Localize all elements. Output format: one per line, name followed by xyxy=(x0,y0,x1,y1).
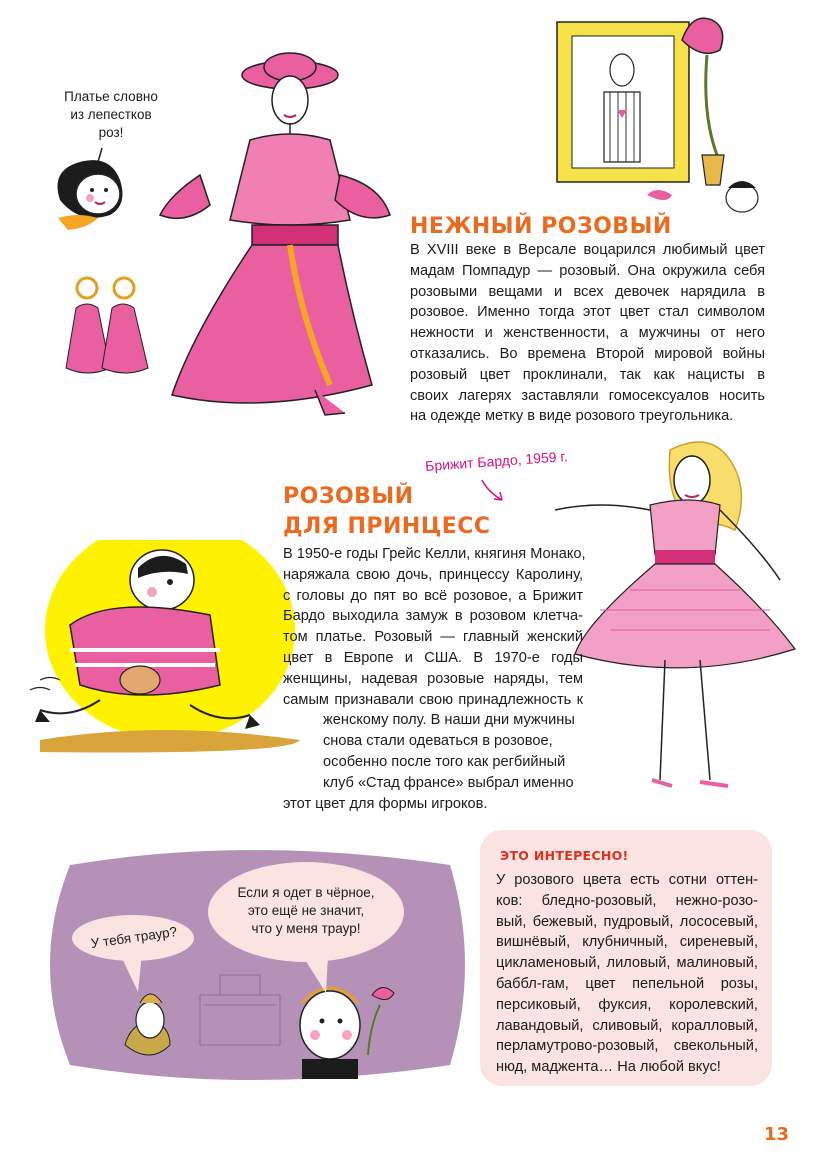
paragraph-line: снова стали одеваться в розовое, xyxy=(323,733,553,750)
paragraph-line: цвет в Европе и США. В 1970-е годы xyxy=(283,649,583,666)
paragraph-line: женщины, надевая розовые наряды, тем xyxy=(283,670,583,687)
paragraph-line: розовый цвет проклинали, так как нацисты в xyxy=(410,366,765,383)
note-line: роз! xyxy=(98,125,124,140)
info-line: нюд, маджента… На любой вкус! xyxy=(496,1059,721,1076)
paragraph-line: нежности и женственности, а мужчины от него xyxy=(410,325,765,342)
paragraph-line: отказались. Во времена Второй мировой войны xyxy=(410,345,765,362)
section-heading-tender-pink: НЕЖНЫЙ РОЗОВЫЙ xyxy=(410,214,672,239)
paragraph-line: клуб «Стад франсе» выбрал именно xyxy=(323,774,574,791)
bardot-caption: Брижит Бардо, 1959 г. xyxy=(424,448,569,474)
info-line: баббл-гам, цвет пепельной розы, xyxy=(496,975,758,992)
bubble-right-text xyxy=(208,862,404,938)
paragraph-line: розовыми вещами и всех девочек нарядила в xyxy=(410,283,765,300)
paragraph-line: В 1950-е годы Грейс Келли, княгиня Монако, xyxy=(283,546,586,562)
info-line: цикламеновый, лиловый, малиновый, xyxy=(496,955,758,972)
speech-bubble-right-tail xyxy=(298,955,338,995)
note-line: Платье словно xyxy=(64,89,158,104)
madame-pompadour-illustration xyxy=(140,45,400,425)
section-body-princess-pink xyxy=(283,544,586,814)
paragraph-line: Бардо выходила замуж в розовом клетча- xyxy=(283,608,583,625)
section-body-tender-pink xyxy=(410,240,765,427)
info-box-title: ЭТО ИНТЕРЕСНО! xyxy=(500,848,629,863)
speech-bubble-left-tail xyxy=(118,954,148,994)
section-heading-princess-pink xyxy=(283,482,491,542)
paragraph-line: мадам Помпадур — розовый. Она окружила себя xyxy=(410,262,765,279)
paragraph-line: с головы до пят во всё розовое, а Брижит xyxy=(283,587,583,604)
paragraph-line: женскому полу. В наши дни мужчины xyxy=(323,712,575,729)
info-line: ков: бледно-розовый, нежно-розо- xyxy=(496,892,758,909)
framed-portrait-and-rose-illustration xyxy=(552,10,822,225)
speech-bubble-right xyxy=(208,862,404,962)
info-box-interesting xyxy=(480,830,772,1086)
paragraph-line: этот цвет для формы игроков. xyxy=(283,795,488,812)
paragraph-line: особенно после того как регбийный xyxy=(323,753,566,770)
heading-line: ДЛЯ ПРИНЦЕСС xyxy=(283,514,491,539)
bubble-left-text: У тебя траур? xyxy=(89,923,178,951)
paragraph-line: своих лагерях заставляли гомосексуалов носить xyxy=(410,387,765,404)
rugby-player-illustration xyxy=(20,540,310,770)
paragraph-line: самым признавали свою принадлежность к xyxy=(283,691,583,708)
two-girls-illustration xyxy=(62,270,162,390)
info-line: лавандовый, сливовый, коралловый, xyxy=(496,1017,758,1034)
info-line: вишнёвый, клубничный, сиреневый, xyxy=(496,934,758,951)
info-line: вый, бежевый, пудровый, лососевый, xyxy=(496,913,758,930)
paragraph-line: том платье. Розовый — главный женский xyxy=(283,629,583,646)
bubble-line: что у меня траур! xyxy=(251,921,361,936)
heading-line: РОЗОВЫЙ xyxy=(283,484,414,509)
info-line: персиковый, фуксия, королевский, xyxy=(496,996,758,1013)
info-line: У розового цвета есть сотни оттен- xyxy=(496,872,758,888)
page-number: 13 xyxy=(764,1124,790,1145)
note-line: из лепестков xyxy=(70,107,152,122)
bubble-line: это ещё не значит, xyxy=(247,903,365,918)
paragraph-line: В XVIII веке в Версале воцарился любимый цвет xyxy=(410,242,765,258)
info-box-body xyxy=(496,870,758,1078)
paragraph-line: розовое. Именно тогда этот цвет стал символом xyxy=(410,304,765,321)
paragraph-line: на одежде метку в виде розового треугольника. xyxy=(410,408,734,425)
paragraph-line: наряжала свою дочь, принцессу Каролину, xyxy=(283,566,583,583)
info-line: перламутрово-розовый, свекольный, xyxy=(496,1038,758,1055)
bubble-line: Если я одет в чёрное, xyxy=(237,885,375,900)
